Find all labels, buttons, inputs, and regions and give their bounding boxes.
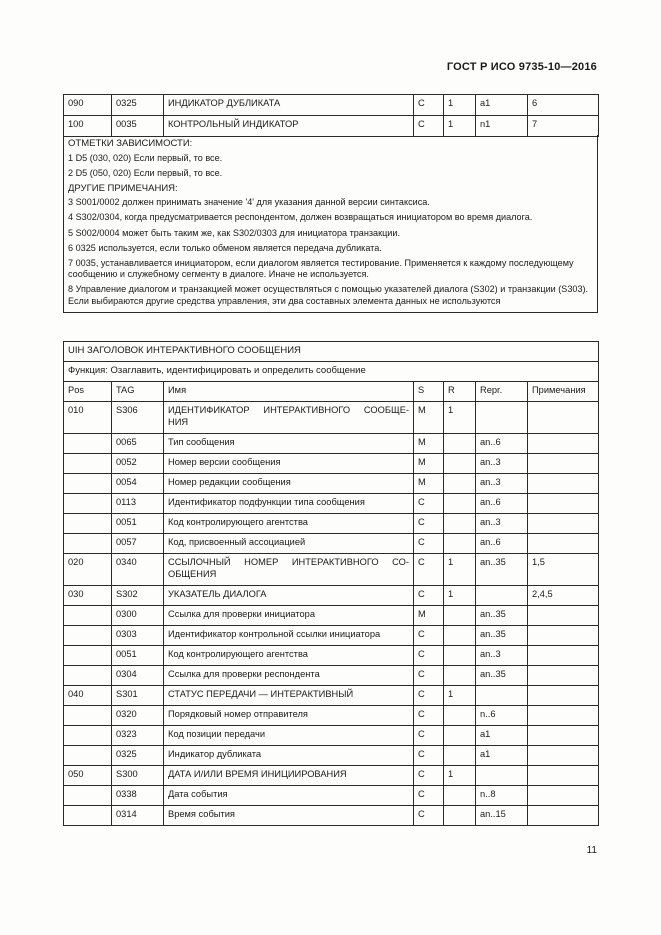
cell-s: M	[414, 474, 444, 494]
cell-repr	[476, 586, 528, 606]
cell-notes	[528, 434, 599, 454]
table-row	[64, 806, 599, 826]
table-row	[64, 786, 599, 806]
cell-notes	[528, 706, 599, 726]
cell-s: M	[414, 606, 444, 626]
header-r: R	[444, 382, 476, 402]
cell-tag: 0051	[112, 646, 164, 666]
table-row	[64, 402, 599, 434]
cell-name: Идентификатор контрольной ссылки инициатора	[164, 626, 414, 646]
cell-repr: n..8	[476, 786, 528, 806]
table-row	[64, 454, 599, 474]
cell-name: Порядковый номер отправителя	[164, 706, 414, 726]
cell-name-line1: ИДЕНТИФИКАТОР ИНТЕРАКТИВНОГО СООБЩЕ-	[168, 405, 409, 415]
cell-notes	[528, 606, 599, 626]
table-row	[64, 666, 599, 686]
cell-r: 1	[444, 554, 476, 586]
cell-r	[444, 514, 476, 534]
cell-tag: 0304	[112, 666, 164, 686]
cell-name: Ссылка для проверки респондента	[164, 666, 414, 686]
table-row	[64, 586, 599, 606]
note-line: 7 0035, устанавливается инициатором, если диалогом является тестирование. Применяется к каждому последующему сообщению и служебному сегменту в диалоге. Иначе не используется.	[68, 257, 574, 280]
cell-r: 1	[444, 116, 476, 137]
cell-notes	[528, 626, 599, 646]
header-notes: Примечания	[528, 382, 599, 402]
cell-repr: an..6	[476, 534, 528, 554]
cell-s: C	[414, 646, 444, 666]
cell-name: Тип сообщения	[164, 434, 414, 454]
cell-notes	[528, 646, 599, 666]
cell-pos	[64, 454, 112, 474]
uih-function-row	[64, 362, 599, 382]
cell-pos	[64, 474, 112, 494]
cell-name: Номер версии сообщения	[164, 454, 414, 474]
cell-name: Дата события	[164, 786, 414, 806]
cell-notes	[528, 534, 599, 554]
cell-pos	[64, 666, 112, 686]
cell-repr	[476, 402, 528, 434]
table-row	[64, 686, 599, 706]
cell-r: 1	[444, 766, 476, 786]
cell-repr: an..3	[476, 646, 528, 666]
header-name: Имя	[164, 382, 414, 402]
cell-name: Номер редакции сообщения	[164, 474, 414, 494]
table-row	[64, 746, 599, 766]
header-repr: Repr.	[476, 382, 528, 402]
cell-name: ИНДИКАТОР ДУБЛИКАТА	[164, 95, 414, 116]
cell-repr: an..6	[476, 434, 528, 454]
cell-r: 1	[444, 686, 476, 706]
cell-name	[164, 554, 414, 586]
cell-pos	[64, 786, 112, 806]
cell-name: КОНТРОЛЬНЫЙ ИНДИКАТОР	[164, 116, 414, 137]
cell-tag: 0052	[112, 454, 164, 474]
cell-s: C	[414, 746, 444, 766]
table-row	[64, 474, 599, 494]
cell-r	[444, 646, 476, 666]
cell-name: Индикатор дубликата	[164, 746, 414, 766]
cell-repr: a1	[476, 726, 528, 746]
cell-name: Код контролирующего агентства	[164, 646, 414, 666]
cell-repr: an..35	[476, 666, 528, 686]
cell-s: C	[414, 554, 444, 586]
cell-tag: 0320	[112, 706, 164, 726]
cell-s: M	[414, 454, 444, 474]
cell-pos: 100	[64, 116, 112, 137]
cell-s: C	[414, 726, 444, 746]
cell-tag: 0303	[112, 626, 164, 646]
cell-s: C	[414, 95, 444, 116]
cell-notes: 1,5	[528, 554, 599, 586]
cell-tag: 0314	[112, 806, 164, 826]
cell-pos: 050	[64, 766, 112, 786]
cell-repr: an..35	[476, 626, 528, 646]
cell-name-line2: НИЯ	[168, 416, 189, 427]
header-s: S	[414, 382, 444, 402]
cell-s: M	[414, 402, 444, 434]
cell-tag: 0338	[112, 786, 164, 806]
table-row	[64, 726, 599, 746]
cell-pos	[64, 606, 112, 626]
cell-r	[444, 746, 476, 766]
page-number: 11	[586, 845, 597, 856]
cell-notes	[528, 746, 599, 766]
cell-r	[444, 534, 476, 554]
cell-pos	[64, 646, 112, 666]
cell-r	[444, 706, 476, 726]
uih-segment-table	[63, 341, 599, 826]
cell-name: Код, присвоенный ассоциацией	[164, 534, 414, 554]
cell-tag: 0323	[112, 726, 164, 746]
cell-repr: an..6	[476, 494, 528, 514]
cell-repr: an..3	[476, 514, 528, 534]
table-row	[64, 95, 599, 116]
note-line: 6 0325 используется, если только обменом является передача дубликата.	[68, 242, 382, 253]
cell-tag: 0325	[112, 95, 164, 116]
cell-pos	[64, 514, 112, 534]
table-row	[64, 766, 599, 786]
cell-pos	[64, 434, 112, 454]
note-line: 2 D5 (050, 020) Если первый, то все.	[68, 167, 223, 178]
cell-tag: 0325	[112, 746, 164, 766]
note-line: ДРУГИЕ ПРИМЕЧАНИЯ:	[68, 182, 178, 194]
cell-r: 1	[444, 402, 476, 434]
cell-pos: 040	[64, 686, 112, 706]
cell-s: C	[414, 494, 444, 514]
header-pos: Pos	[64, 382, 112, 402]
notes-block	[63, 135, 598, 313]
cell-tag: 0051	[112, 514, 164, 534]
cell-pos	[64, 706, 112, 726]
cell-repr: a1	[476, 95, 528, 116]
table-row	[64, 116, 599, 137]
cell-notes	[528, 494, 599, 514]
table-row	[64, 534, 599, 554]
cell-name: СТАТУС ПЕРЕДАЧИ — ИНТЕРАКТИВНЫЙ	[164, 686, 414, 706]
cell-name: Ссылка для проверки инициатора	[164, 606, 414, 626]
cell-notes: 7	[528, 116, 599, 137]
cell-pos: 010	[64, 402, 112, 434]
cell-notes	[528, 666, 599, 686]
cell-notes	[528, 402, 599, 434]
cell-pos	[64, 746, 112, 766]
cell-s: C	[414, 626, 444, 646]
cell-repr: an..3	[476, 454, 528, 474]
cell-repr: a1	[476, 746, 528, 766]
cell-pos	[64, 494, 112, 514]
cell-tag: S301	[112, 686, 164, 706]
cell-tag: S306	[112, 402, 164, 434]
uih-title: UIH ЗАГОЛОВОК ИНТЕРАКТИВНОГО СООБЩЕНИЯ	[64, 342, 599, 362]
cell-tag: 0054	[112, 474, 164, 494]
cell-s: C	[414, 766, 444, 786]
cell-repr	[476, 766, 528, 786]
cell-pos	[64, 806, 112, 826]
cell-notes	[528, 514, 599, 534]
table-row	[64, 646, 599, 666]
header-tag: TAG	[112, 382, 164, 402]
cell-r	[444, 606, 476, 626]
cell-s: C	[414, 514, 444, 534]
cell-repr: an..15	[476, 806, 528, 826]
cell-repr: an..35	[476, 554, 528, 586]
cell-tag: 0113	[112, 494, 164, 514]
cell-tag: S302	[112, 586, 164, 606]
cell-tag: S300	[112, 766, 164, 786]
cell-s: M	[414, 434, 444, 454]
table-row	[64, 434, 599, 454]
cell-r: 1	[444, 95, 476, 116]
table-row	[64, 494, 599, 514]
cell-notes	[528, 806, 599, 826]
cell-notes	[528, 686, 599, 706]
cell-tag: 0057	[112, 534, 164, 554]
note-line: 3 S001/0002 должен принимать значение '4' для указания данной версии синтаксиса.	[68, 197, 430, 208]
top-table	[63, 94, 599, 137]
cell-repr: an..35	[476, 606, 528, 626]
cell-notes	[528, 474, 599, 494]
cell-repr	[476, 686, 528, 706]
cell-r	[444, 454, 476, 474]
cell-pos: 030	[64, 586, 112, 606]
cell-pos: 090	[64, 95, 112, 116]
note-line: 8 Управление диалогом и транзакцией может осуществляться с помощью указателей диалога (S302) и транзакции (S303). Если выбираются другие средства управления, эти два составных элемента данных не используются	[68, 284, 589, 307]
note-line: ОТМЕТКИ ЗАВИСИМОСТИ:	[68, 138, 193, 149]
cell-r	[444, 666, 476, 686]
cell-repr: n1	[476, 116, 528, 137]
cell-notes	[528, 726, 599, 746]
cell-name	[164, 402, 414, 434]
cell-s: C	[414, 786, 444, 806]
cell-s: C	[414, 116, 444, 137]
cell-r: 1	[444, 586, 476, 606]
table-row	[64, 626, 599, 646]
cell-s: C	[414, 586, 444, 606]
cell-notes	[528, 786, 599, 806]
cell-notes: 6	[528, 95, 599, 116]
cell-r	[444, 726, 476, 746]
cell-tag: 0300	[112, 606, 164, 626]
cell-name: Код позиции передачи	[164, 726, 414, 746]
cell-name: Идентификатор подфункции типа сообщения	[164, 494, 414, 514]
cell-s: C	[414, 806, 444, 826]
uih-function: Функция: Озаглавить, идентифицировать и определить сообщение	[64, 362, 599, 382]
cell-r	[444, 474, 476, 494]
cell-pos	[64, 626, 112, 646]
cell-name: ДАТА И/ИЛИ ВРЕМЯ ИНИЦИИРОВАНИЯ	[164, 766, 414, 786]
cell-name: УКАЗАТЕЛЬ ДИАЛОГА	[164, 586, 414, 606]
table-row	[64, 514, 599, 534]
uih-header-row	[64, 382, 599, 402]
cell-notes: 2,4,5	[528, 586, 599, 606]
cell-repr: n..6	[476, 706, 528, 726]
cell-r	[444, 434, 476, 454]
cell-notes	[528, 454, 599, 474]
cell-s: C	[414, 706, 444, 726]
table-row	[64, 606, 599, 626]
uih-title-row	[64, 342, 599, 362]
cell-s: C	[414, 666, 444, 686]
cell-pos	[64, 726, 112, 746]
cell-tag: 0340	[112, 554, 164, 586]
cell-pos	[64, 534, 112, 554]
cell-tag: 0065	[112, 434, 164, 454]
note-line: 4 S302/0304, когда предусматривается респондентом, должен возвращаться инициатором во время диалога.	[68, 212, 533, 223]
cell-pos: 020	[64, 554, 112, 586]
cell-r	[444, 786, 476, 806]
cell-s: C	[414, 686, 444, 706]
cell-r	[444, 494, 476, 514]
cell-s: C	[414, 534, 444, 554]
cell-r	[444, 806, 476, 826]
table-row	[64, 554, 599, 586]
cell-tag: 0035	[112, 116, 164, 137]
note-line: 1 D5 (030, 020) Если первый, то все.	[68, 152, 223, 163]
standard-designation: ГОСТ Р ИСО 9735-10—2016	[446, 61, 597, 73]
note-line: 5 S002/0004 может быть таким же, как S302/0303 для инициатора транзакции.	[68, 227, 400, 238]
table-row	[64, 706, 599, 726]
cell-name: Время события	[164, 806, 414, 826]
cell-name: Код контролирующего агентства	[164, 514, 414, 534]
cell-name-line1: ССЫЛОЧНЫЙ НОМЕР ИНТЕРАКТИВНОГО СО-	[168, 557, 409, 567]
cell-name-line2: ОБЩЕНИЯ	[168, 568, 217, 579]
cell-notes	[528, 766, 599, 786]
cell-repr: an..3	[476, 474, 528, 494]
cell-r	[444, 626, 476, 646]
